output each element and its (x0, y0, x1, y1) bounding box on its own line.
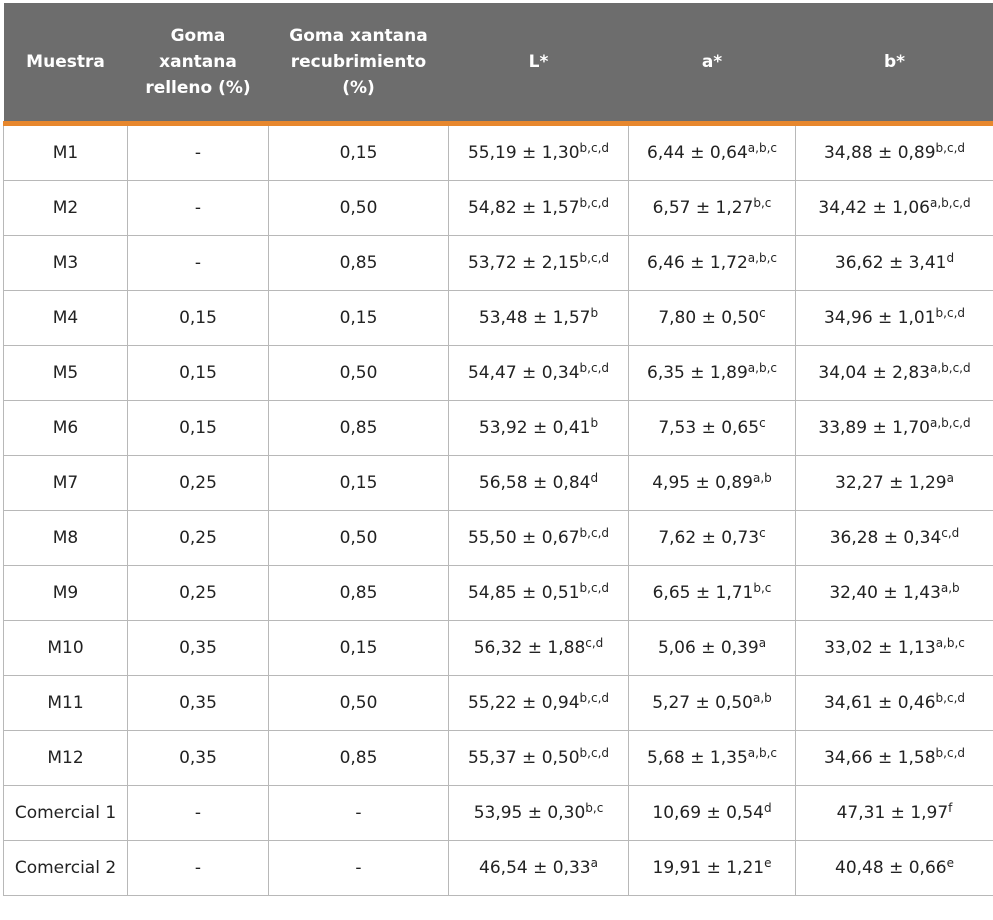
table-row (4, 566, 993, 621)
cell-goma-recubrimiento: 0,85 (269, 731, 449, 786)
value: 5,27 ± 0,50 (652, 693, 753, 713)
value: 7,80 ± 0,50 (658, 308, 760, 328)
color-measurements-table (3, 3, 993, 896)
cell-goma-relleno: - (128, 786, 269, 841)
value: 46,54 ± 0,33 (479, 858, 591, 878)
value: 55,37 ± 0,50 (467, 748, 580, 768)
cell-muestra: M6 (4, 401, 128, 456)
significance-letters: b,c (753, 196, 772, 210)
header-l-star: L* (449, 3, 629, 124)
table-row (4, 181, 993, 236)
cell-goma-relleno: - (128, 236, 269, 291)
significance-letters: b (590, 416, 599, 430)
header-row (4, 3, 993, 124)
value: 34,61 ± 0,46 (823, 693, 936, 713)
value: 53,92 ± 0,41 (478, 418, 591, 438)
significance-letters: a,b,c (747, 361, 777, 375)
cell-goma-relleno: 0,25 (128, 456, 269, 511)
cell-goma-relleno: 0,35 (128, 676, 269, 731)
value: 5,06 ± 0,39 (657, 638, 759, 658)
cell-goma-relleno: 0,35 (128, 731, 269, 786)
significance-letters: a,b,c,d (929, 361, 971, 375)
color-table-container (3, 3, 993, 896)
cell-l-star (449, 236, 629, 291)
cell-l-star (449, 731, 629, 786)
value: 10,69 ± 0,54 (652, 803, 764, 823)
significance-letters: b,c,d (579, 746, 610, 760)
table-row (4, 291, 993, 346)
cell-a-star (629, 786, 796, 841)
value: 34,04 ± 2,83 (818, 363, 930, 383)
value: 6,35 ± 1,89 (647, 363, 748, 383)
cell-goma-relleno: 0,25 (128, 511, 269, 566)
significance-letters: a,b,c (747, 251, 777, 265)
cell-b-star (796, 401, 993, 456)
value: 55,50 ± 0,67 (467, 528, 580, 548)
significance-letters: d (763, 801, 772, 815)
value: 34,42 ± 1,06 (818, 198, 930, 218)
cell-goma-relleno: 0,35 (128, 621, 269, 676)
value: 5,68 ± 1,35 (647, 748, 748, 768)
value: 34,66 ± 1,58 (823, 748, 936, 768)
cell-goma-relleno: 0,25 (128, 566, 269, 621)
cell-muestra: M1 (4, 124, 128, 181)
value: 7,53 ± 0,65 (658, 418, 760, 438)
value: 36,28 ± 0,34 (829, 528, 942, 548)
table-row (4, 346, 993, 401)
value: 32,27 ± 1,29 (835, 473, 947, 493)
cell-goma-recubrimiento: 0,50 (269, 181, 449, 236)
cell-l-star (449, 401, 629, 456)
value: 40,48 ± 0,66 (835, 858, 947, 878)
cell-muestra: M10 (4, 621, 128, 676)
cell-muestra: M8 (4, 511, 128, 566)
value: 34,96 ± 1,01 (823, 308, 936, 328)
cell-b-star (796, 511, 993, 566)
cell-goma-recubrimiento: 0,85 (269, 566, 449, 621)
cell-goma-recubrimiento: 0,15 (269, 124, 449, 181)
cell-goma-recubrimiento: 0,15 (269, 291, 449, 346)
significance-letters: c,d (941, 526, 960, 540)
significance-letters: c (759, 306, 766, 320)
table-row (4, 124, 993, 181)
cell-l-star (449, 346, 629, 401)
significance-letters: b,c,d (579, 196, 610, 210)
cell-a-star (629, 676, 796, 731)
cell-b-star (796, 566, 993, 621)
significance-letters: b,c,d (579, 526, 610, 540)
significance-letters: a (946, 471, 954, 485)
value: 54,82 ± 1,57 (467, 198, 580, 218)
cell-goma-recubrimiento: 0,85 (269, 401, 449, 456)
significance-letters: a,b,c (747, 141, 777, 155)
value: 6,44 ± 0,64 (647, 143, 748, 163)
significance-letters: b,c,d (935, 306, 966, 320)
significance-letters: c (759, 526, 766, 540)
cell-goma-recubrimiento: 0,15 (269, 621, 449, 676)
table-row (4, 621, 993, 676)
cell-muestra: M2 (4, 181, 128, 236)
cell-l-star (449, 456, 629, 511)
value: 7,62 ± 0,73 (658, 528, 760, 548)
cell-goma-recubrimiento: 0,50 (269, 346, 449, 401)
value: 33,89 ± 1,70 (818, 418, 930, 438)
cell-l-star (449, 181, 629, 236)
cell-a-star (629, 841, 796, 896)
significance-letters: a,b,c,d (929, 196, 971, 210)
significance-letters: c (759, 416, 766, 430)
cell-goma-relleno: 0,15 (128, 346, 269, 401)
cell-b-star (796, 786, 993, 841)
value: 32,40 ± 1,43 (829, 583, 941, 603)
value: 56,58 ± 0,84 (478, 473, 591, 493)
cell-b-star (796, 124, 993, 181)
cell-l-star (449, 511, 629, 566)
value: 6,46 ± 1,72 (647, 253, 748, 273)
value: 53,95 ± 0,30 (473, 803, 586, 823)
cell-muestra: M11 (4, 676, 128, 731)
cell-l-star (449, 676, 629, 731)
cell-goma-recubrimiento: 0,85 (269, 236, 449, 291)
value: 53,72 ± 2,15 (467, 253, 580, 273)
cell-muestra: M4 (4, 291, 128, 346)
cell-a-star (629, 566, 796, 621)
value: 47,31 ± 1,97 (836, 803, 949, 823)
cell-b-star (796, 621, 993, 676)
value: 33,02 ± 1,13 (824, 638, 936, 658)
significance-letters: a (758, 636, 767, 650)
value: 36,62 ± 3,41 (834, 253, 947, 273)
cell-a-star (629, 346, 796, 401)
significance-letters: a,b (940, 581, 960, 595)
significance-letters: b,c,d (579, 141, 610, 155)
value: 6,57 ± 1,27 (652, 198, 754, 218)
cell-l-star (449, 124, 629, 181)
value: 53,48 ± 1,57 (478, 308, 591, 328)
value: 19,91 ± 1,21 (652, 858, 765, 878)
significance-letters: a,b,c,d (929, 416, 971, 430)
significance-letters: a,b (752, 691, 772, 705)
cell-b-star (796, 456, 993, 511)
table-body (4, 124, 993, 896)
cell-a-star (629, 124, 796, 181)
table-row (4, 841, 993, 896)
cell-muestra: M7 (4, 456, 128, 511)
cell-a-star (629, 291, 796, 346)
cell-muestra: M5 (4, 346, 128, 401)
cell-muestra: M12 (4, 731, 128, 786)
table-row (4, 456, 993, 511)
cell-a-star (629, 621, 796, 676)
value: 55,19 ± 1,30 (467, 143, 580, 163)
significance-letters: a,b,c (747, 746, 777, 760)
significance-letters: a,b,c (935, 636, 965, 650)
value: 56,32 ± 1,88 (473, 638, 586, 658)
cell-a-star (629, 456, 796, 511)
significance-letters: d (946, 251, 955, 265)
significance-letters: e (946, 856, 954, 870)
cell-l-star (449, 786, 629, 841)
value: 54,85 ± 0,51 (467, 583, 580, 603)
significance-letters: b,c,d (579, 251, 610, 265)
cell-b-star (796, 731, 993, 786)
cell-goma-relleno: 0,15 (128, 291, 269, 346)
cell-b-star (796, 181, 993, 236)
table-row (4, 731, 993, 786)
value: 55,22 ± 0,94 (467, 693, 580, 713)
table-row (4, 236, 993, 291)
value: 54,47 ± 0,34 (467, 363, 580, 383)
significance-letters: b,c,d (935, 691, 966, 705)
cell-goma-recubrimiento: - (269, 841, 449, 896)
cell-goma-recubrimiento: 0,50 (269, 676, 449, 731)
cell-l-star (449, 291, 629, 346)
cell-a-star (629, 731, 796, 786)
cell-goma-recubrimiento: - (269, 786, 449, 841)
cell-muestra: M3 (4, 236, 128, 291)
significance-letters: b,c,d (579, 691, 610, 705)
significance-letters: a (590, 856, 598, 870)
cell-l-star (449, 841, 629, 896)
significance-letters: b,c,d (935, 746, 966, 760)
cell-muestra: M9 (4, 566, 128, 621)
table-row (4, 401, 993, 456)
significance-letters: d (590, 471, 599, 485)
cell-a-star (629, 511, 796, 566)
cell-goma-relleno: - (128, 841, 269, 896)
cell-goma-relleno: - (128, 181, 269, 236)
cell-b-star (796, 291, 993, 346)
significance-letters: f (948, 801, 953, 815)
table-row (4, 786, 993, 841)
header-b-star: b* (796, 3, 993, 124)
header-a-star: a* (629, 3, 796, 124)
cell-muestra: Comercial 2 (4, 841, 128, 896)
value: 4,95 ± 0,89 (652, 473, 753, 493)
cell-l-star (449, 566, 629, 621)
header-goma-recubrimiento: Goma xantana recubrimiento (%) (269, 3, 449, 124)
cell-a-star (629, 236, 796, 291)
significance-letters: b,c,d (579, 361, 610, 375)
header-muestra: Muestra (4, 3, 128, 124)
cell-muestra: Comercial 1 (4, 786, 128, 841)
value: 6,65 ± 1,71 (652, 583, 754, 603)
significance-letters: b (590, 306, 599, 320)
cell-a-star (629, 401, 796, 456)
significance-letters: a,b (752, 471, 772, 485)
cell-goma-recubrimiento: 0,15 (269, 456, 449, 511)
cell-goma-relleno: 0,15 (128, 401, 269, 456)
cell-goma-relleno: - (128, 124, 269, 181)
significance-letters: b,c (753, 581, 772, 595)
significance-letters: b,c,d (935, 141, 966, 155)
value: 34,88 ± 0,89 (823, 143, 936, 163)
significance-letters: c,d (585, 636, 604, 650)
significance-letters: b,c,d (579, 581, 610, 595)
cell-a-star (629, 181, 796, 236)
table-row (4, 511, 993, 566)
cell-goma-recubrimiento: 0,50 (269, 511, 449, 566)
cell-b-star (796, 841, 993, 896)
cell-b-star (796, 236, 993, 291)
cell-b-star (796, 676, 993, 731)
cell-l-star (449, 621, 629, 676)
header-goma-relleno: Goma xantana relleno (%) (128, 3, 269, 124)
significance-letters: b,c (585, 801, 604, 815)
table-row (4, 676, 993, 731)
cell-b-star (796, 346, 993, 401)
significance-letters: e (764, 856, 772, 870)
